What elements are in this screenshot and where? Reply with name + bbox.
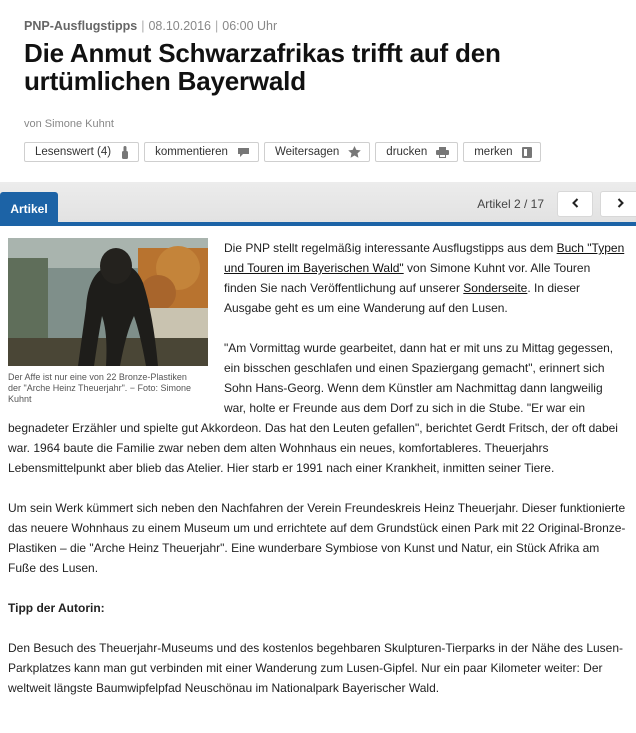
article-body xyxy=(0,226,636,698)
tipp-heading: Tipp der Autorin: xyxy=(8,601,105,615)
intro-text: Die PNP stellt regelmäßig interessante Ausflugstipps aus dem xyxy=(224,241,557,255)
sonderseite-link[interactable]: Sonderseite xyxy=(463,281,528,295)
article-meta xyxy=(24,18,612,34)
bronze-ape-sculpture-image xyxy=(8,238,208,366)
photo-caption: Der Affe ist nur eine von 22 Bronze-Plastiken der "Arche Heinz Theuerjahr". − Foto: Simone Kuhnt xyxy=(8,372,192,404)
chevron-right-icon xyxy=(617,195,624,213)
kommentieren-button[interactable] xyxy=(144,142,259,162)
chevron-left-icon xyxy=(572,195,579,213)
next-article-button[interactable] xyxy=(600,191,636,217)
paragraph: Um sein Werk kümmert sich neben den Nachfahren der Verein Freundeskreis Heinz Theuerjahr. Dieser funktionierte das neuere Wohnhaus zu einem Museum um und errichtete auf dem Grundstück einen Park mit 22 Original-Bronze-Plastiken – die "Arche Heinz Theuerjahr". Eine wunderbare Symbiose von Kunst und Natur, ein Stück Afrika am Fuße des Lusen. xyxy=(8,501,626,575)
paragraph: Den Besuch des Theuerjahr-Museums und des kostenlos begehbaren Skulpturen-Tierparks in der Nähe des Lusen-Parkplatzes kann man gut verbinden mit einer Wanderung zum Lusen-Gipfel. Nur ein paar Kilometer weiter: Der weltweit längste Baumwipfelpfad Neuschönau im Nationalpark Bayerischer Wald. xyxy=(8,641,624,695)
meta-separator: | xyxy=(141,19,145,33)
comment-icon xyxy=(237,147,250,158)
publish-time: 06:00 Uhr xyxy=(222,19,278,33)
lesenswert-button[interactable] xyxy=(24,142,139,162)
article-actions xyxy=(24,142,612,162)
bookmark-icon xyxy=(522,147,532,158)
tab-artikel[interactable]: Artikel xyxy=(0,192,58,226)
thumbs-up-icon xyxy=(120,146,130,159)
star-icon xyxy=(348,146,361,158)
article-photo[interactable] xyxy=(8,238,208,366)
drucken-label: drucken xyxy=(386,146,428,158)
publish-date: 08.10.2016 xyxy=(148,19,212,33)
lesenswert-label: Lesenswert (4) xyxy=(35,146,112,158)
book-link[interactable]: Buch "Typen und Touren im Bayerischen Wald" xyxy=(224,241,625,275)
drucken-button[interactable] xyxy=(375,142,458,162)
author-line: von Simone Kuhnt xyxy=(24,118,114,130)
weitersagen-button[interactable] xyxy=(264,142,370,162)
meta-separator: | xyxy=(215,19,219,33)
article-header xyxy=(0,0,636,162)
pager-status: Artikel 2 / 17 xyxy=(477,197,544,211)
merken-label: merken xyxy=(474,146,513,158)
article-figure xyxy=(8,238,208,405)
category-label: PNP-Ausflugstipps xyxy=(24,19,138,33)
kommentieren-label: kommentieren xyxy=(155,146,228,158)
intro-text: . In dieser Ausgabe geht es um eine Wanderung auf den Lusen. xyxy=(224,281,581,315)
previous-article-button[interactable] xyxy=(557,191,593,217)
page-title: Die Anmut Schwarzafrikas trifft auf den urtümlichen Bayerwald xyxy=(24,38,501,96)
paragraph: "Am Vormittag wurde gearbeitet, dann hat er mit uns zu Mittag gegessen, ein bisschen geschlafen und einen Spaziergang gemacht", erinnert sich Sohn Hans-Georg. Wenn dem Künstler am Nachmittag dann langweilig war, holte er Freunde aus dem Dorf zu sich in die Stube. "Er war ein begnadeter Erzähler und spielte gut Akkordeon. Das hat den Leuten gefallen", berichtet Gerdt Fritsch, der oft dabei war. 1964 baute die Familie zwar neben dem alten Wohnhaus ein neues, komfortableres. Theuerjahrs Lebensmittelpunkt aber blieb das Atelier. Hier starb er 1991 nach einer Krankheit, inmitten seiner Tiere. xyxy=(8,341,618,475)
merken-button[interactable] xyxy=(463,142,540,162)
intro-text: von Simone Kuhnt vor. Alle Touren finden Sie nach Veröffentlichung auf unserer xyxy=(224,261,591,295)
article-navigation-bar xyxy=(0,182,636,226)
printer-icon xyxy=(436,147,449,158)
weitersagen-label: Weitersagen xyxy=(274,146,340,158)
